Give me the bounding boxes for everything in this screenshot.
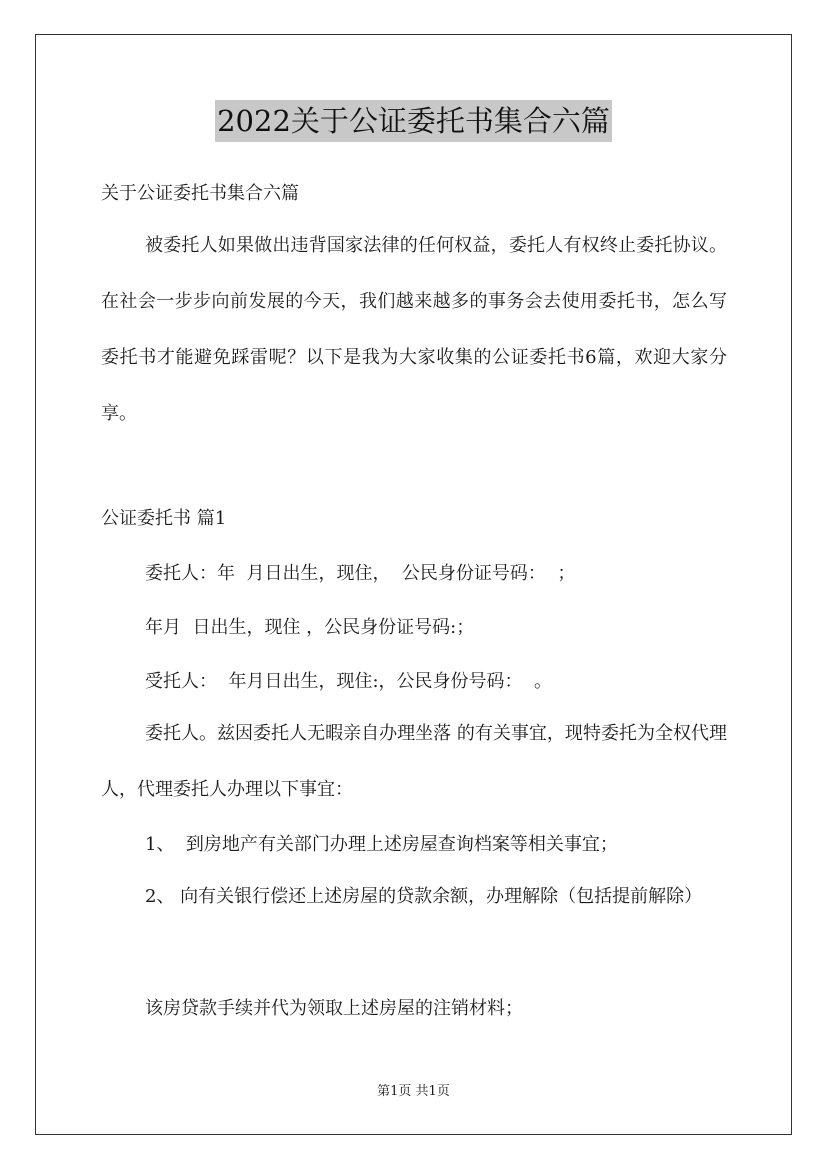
document-subtitle: 关于公证委托书集合六篇 [101,183,299,204]
principal-line-2: 年月 日出生，现住 ，公民身份证号码:； [145,617,475,638]
section-heading: 公证委托书 篇1 [101,508,227,529]
item-2-paragraph: 2、 向有关银行偿还上述房屋的贷款余额，办理解除（包括提前解除） [145,886,703,907]
intro-paragraph: 被委托人如果做出违背国家法律的任何权益，委托人有权终止委托协议。在社会一步步向前发展的今天，我们越来越多的事务会去使用委托书，怎么写委托书才能避免踩雷呢？以下是我为大家收集的公证委托书6篇，欢迎大家分享。 [101,235,727,424]
document-title: 2022关于公证委托书集合六篇 [215,100,612,142]
authorization-paragraph: 委托人。兹因委托人无暇亲自办理坐落 的有关事宜，现特委托为全权代理人，代理委托人办理以下事宜： [101,723,727,800]
title-container [0,100,827,142]
item-2-continuation: 该房贷款手续并代为领取上述房屋的注销材料； [145,998,523,1019]
agent-line: 受托人： 年月日出生，现住:，公民身份号码： 。 [145,671,552,692]
principal-line: 委托人：年 月日出生，现住， 公民身份证号码： ； [145,563,576,584]
page-number: 第1页 共1页 [377,1084,450,1099]
item-1: 1、 到房地产有关部门办理上述房屋查询档案等相关事宜； [145,834,618,855]
